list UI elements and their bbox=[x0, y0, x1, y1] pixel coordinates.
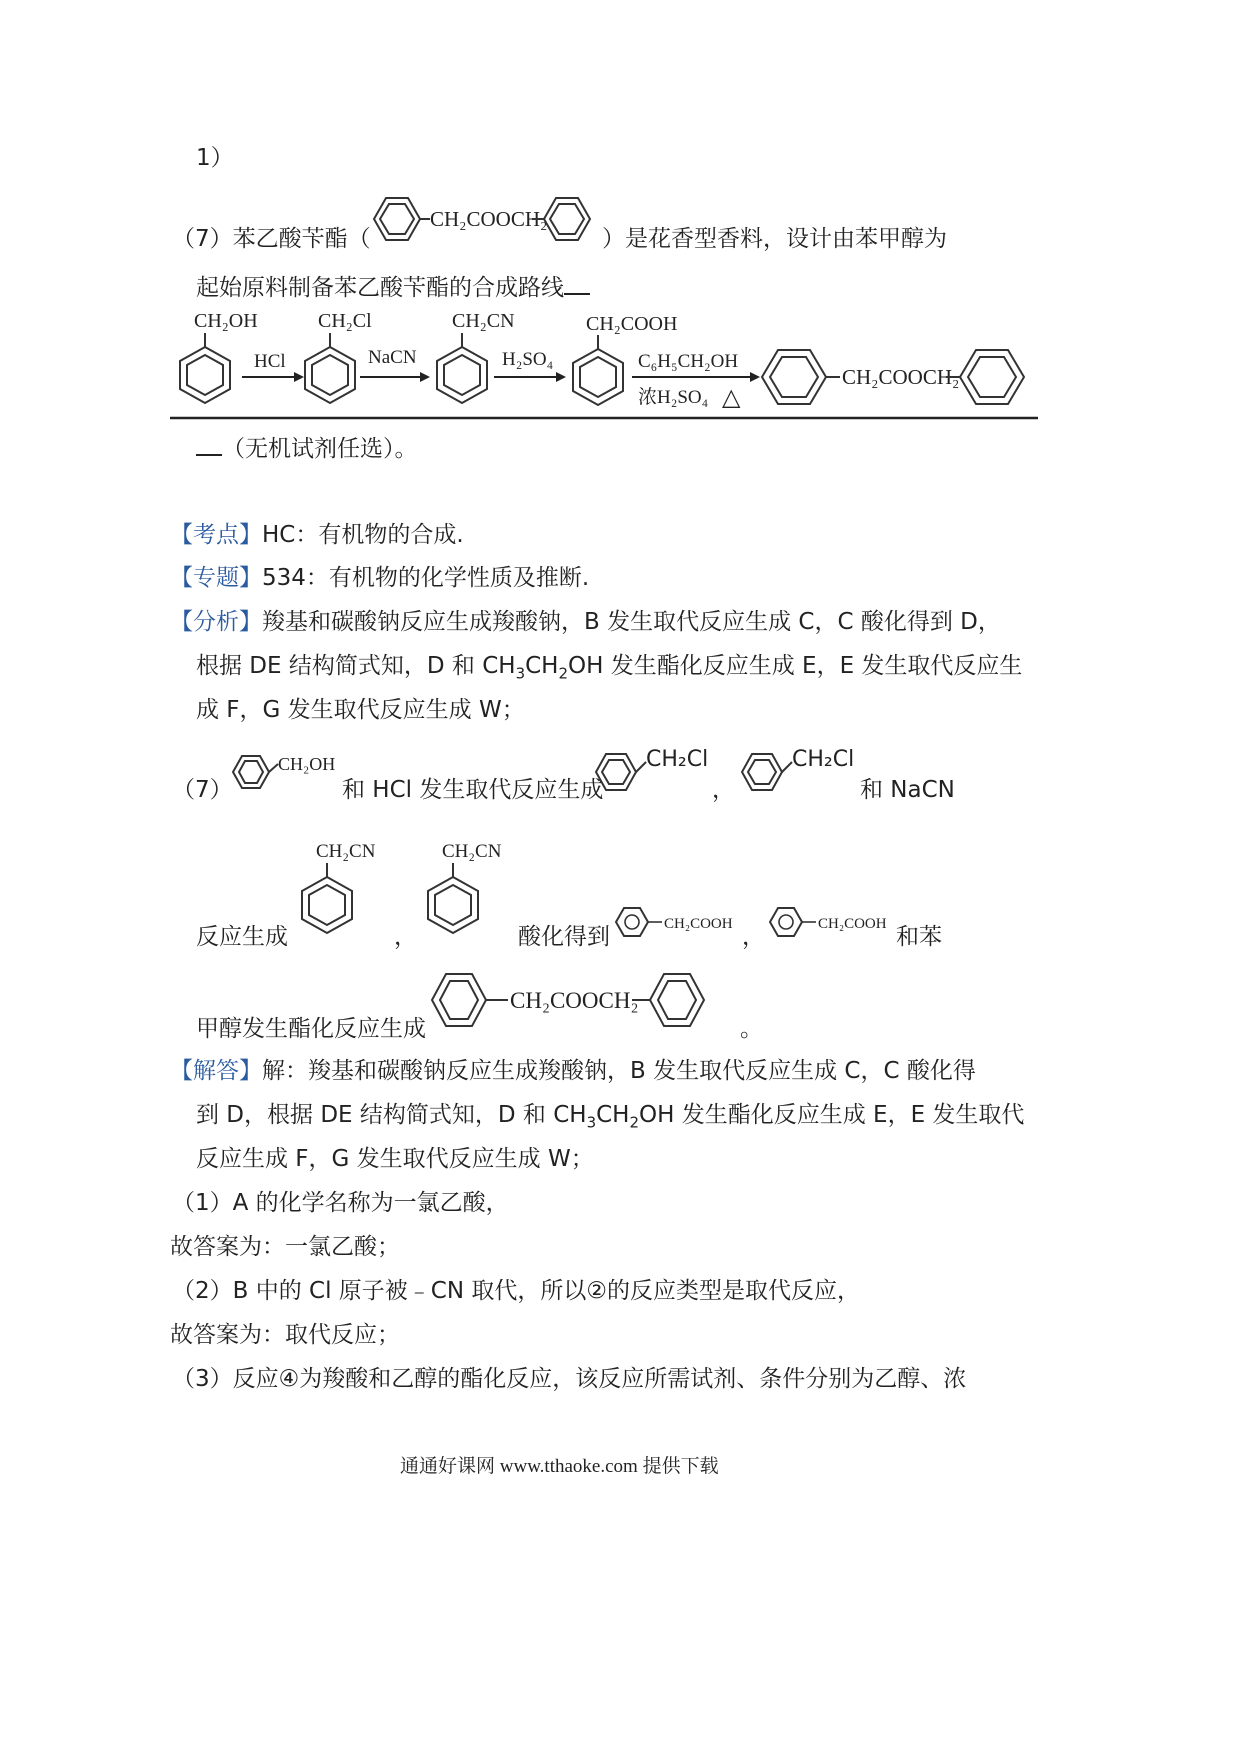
answer-blank bbox=[564, 273, 590, 295]
fenxi-line-3: 成 F，G 发生取代反应生成 W； bbox=[196, 697, 525, 723]
route-benzyl-alcohol: CH₂OH bbox=[194, 310, 258, 332]
fenxi-sub-3: 3 bbox=[515, 664, 526, 683]
benzyl-cyanide-formula-2: CH₂CN bbox=[442, 841, 502, 862]
kaodian-tag: 【考点】 bbox=[170, 522, 262, 548]
fenxi-text-1: 羧基和碳酸钠反应生成羧酸钠，B 发生取代反应生成 C，C 酸化得到 D， bbox=[262, 609, 1001, 635]
route-reagent-nacn: NaCN bbox=[368, 347, 417, 368]
benzyl-alcohol-formula: CH₂OH bbox=[278, 754, 336, 774]
ester-product-formula: CH₂COOCH₂ bbox=[510, 988, 639, 1013]
q7-text-b: ）是花香型香料，设计由苯甲醇为 bbox=[602, 226, 947, 252]
phenylacetic-acid-formula-2: CH₂COOH bbox=[818, 916, 887, 932]
fenxi-line-2 bbox=[196, 651, 1022, 689]
route-phenylacetic-acid: CH₂COOH bbox=[586, 313, 678, 335]
b-end: 和苯 bbox=[896, 924, 942, 950]
jieda-text-2a: 到 D，根据 DE 结构简式知，D 和 CH bbox=[196, 1102, 587, 1128]
benzyl-cyanide-formula-1: CH₂CN bbox=[316, 841, 376, 862]
jieda-line-2 bbox=[196, 1100, 1024, 1138]
ester-formula: CH₂COOCH₂ bbox=[430, 207, 548, 231]
synthesis-route bbox=[170, 305, 1050, 420]
route-reagent-conc-h2so4: 浓H₂SO₄ bbox=[638, 387, 709, 408]
q7-text-d bbox=[196, 434, 418, 464]
route-benzyl-chloride: CH₂Cl bbox=[318, 310, 372, 332]
c-end: 。 bbox=[740, 1016, 763, 1042]
jieda-text-2c: OH 发生酯化反应生成 E，E 发生取代 bbox=[639, 1102, 1025, 1128]
fenxi-text-2c: OH 发生酯化反应生成 E，E 发生取代反应生 bbox=[568, 653, 1023, 679]
jieda-sub-3: 3 bbox=[586, 1113, 597, 1132]
kaodian-line bbox=[170, 520, 464, 550]
benzyl-chloride-structure-1 bbox=[592, 742, 712, 794]
jieda-line-1 bbox=[170, 1056, 976, 1086]
benzyl-alcohol-structure bbox=[230, 748, 340, 793]
c-start: 甲醇发生酯化反应生成 bbox=[196, 1016, 426, 1042]
b-start: 反应生成 bbox=[196, 924, 288, 950]
jieda-text-2b: CH bbox=[596, 1102, 630, 1128]
q7-text-c bbox=[196, 273, 590, 303]
a7-mid: 和 HCl 发生取代反应生成 bbox=[342, 777, 604, 803]
zhuanti-text: 534：有机物的化学性质及推断. bbox=[262, 565, 590, 591]
benzyl-chloride-structure-2 bbox=[738, 742, 858, 794]
phenylacetic-acid-structure-2 bbox=[766, 904, 896, 944]
a7-end: 和 NaCN bbox=[860, 777, 955, 803]
q3-line: （3）反应④为羧酸和乙醇的酯化反应，该反应所需试剂、条件分别为乙醇、浓 bbox=[172, 1366, 967, 1392]
fenxi-tag: 【分析】 bbox=[170, 609, 262, 635]
route-heat-symbol: △ bbox=[722, 385, 741, 411]
q7-text-a: （7）苯乙酸苄酯（ bbox=[172, 226, 371, 252]
jieda-line-3: 反应生成 F，G 发生取代反应生成 W； bbox=[196, 1146, 594, 1172]
fenxi-sub-2: 2 bbox=[558, 664, 569, 683]
ester-structure-q7 bbox=[362, 192, 602, 248]
phenylacetic-acid-structure-1 bbox=[612, 904, 742, 944]
q1-answer: 故答案为：一氯乙酸； bbox=[170, 1234, 400, 1260]
route-reagent-h2so4: H₂SO₄ bbox=[502, 349, 554, 370]
b-mid: 酸化得到 bbox=[518, 924, 610, 950]
q1-line: （1）A 的化学名称为一氯乙酸， bbox=[172, 1190, 509, 1216]
a7-label: （7） bbox=[172, 777, 233, 803]
jieda-sub-2: 2 bbox=[629, 1113, 640, 1132]
benzyl-chloride-formula-1: CH₂Cl bbox=[646, 747, 709, 772]
benzyl-cyanide-structure-2 bbox=[418, 835, 518, 945]
page-footer: 通通好课网 www.tthaoke.com 提供下载 bbox=[400, 1456, 719, 1477]
answer-blank-2 bbox=[196, 434, 222, 456]
benzyl-cyanide-structure-1 bbox=[292, 835, 392, 945]
fenxi-text-2a: 根据 DE 结构简式知，D 和 CH bbox=[196, 653, 516, 679]
a7-comma: ， bbox=[712, 777, 735, 803]
item-1-fragment: 1） bbox=[196, 145, 234, 171]
benzyl-chloride-formula-2: CH₂Cl bbox=[792, 747, 855, 772]
q7-text-d-content: （无机试剂任选）。 bbox=[222, 436, 418, 462]
phenylacetic-acid-formula-1: CH₂COOH bbox=[664, 916, 733, 932]
ester-structure-product bbox=[424, 968, 744, 1038]
route-product-ester: CH₂COOCH₂ bbox=[842, 365, 960, 389]
fenxi-text-2b: CH bbox=[525, 653, 559, 679]
zhuanti-tag: 【专题】 bbox=[170, 565, 262, 591]
q2-answer: 故答案为：取代反应； bbox=[170, 1322, 400, 1348]
kaodian-text: HC：有机物的合成. bbox=[262, 522, 464, 548]
route-reagent-hcl: HCl bbox=[254, 351, 286, 372]
b-comma-2: ， bbox=[742, 924, 765, 950]
fenxi-line-1 bbox=[170, 607, 1001, 637]
zhuanti-line bbox=[170, 563, 589, 593]
route-reagent-benzyl-alcohol: C₆H₅CH₂OH bbox=[638, 351, 739, 372]
route-benzyl-cyanide: CH₂CN bbox=[452, 310, 515, 332]
jieda-tag: 【解答】 bbox=[170, 1058, 262, 1084]
b-comma: ， bbox=[394, 924, 417, 950]
q2-line: （2）B 中的 Cl 原子被﹣CN 取代，所以②的反应类型是取代反应， bbox=[172, 1278, 860, 1304]
q7-text-c-content: 起始原料制备苯乙酸苄酯的合成路线 bbox=[196, 275, 564, 301]
jieda-text-1: 解：羧基和碳酸钠反应生成羧酸钠，B 发生取代反应生成 C，C 酸化得 bbox=[262, 1058, 976, 1084]
